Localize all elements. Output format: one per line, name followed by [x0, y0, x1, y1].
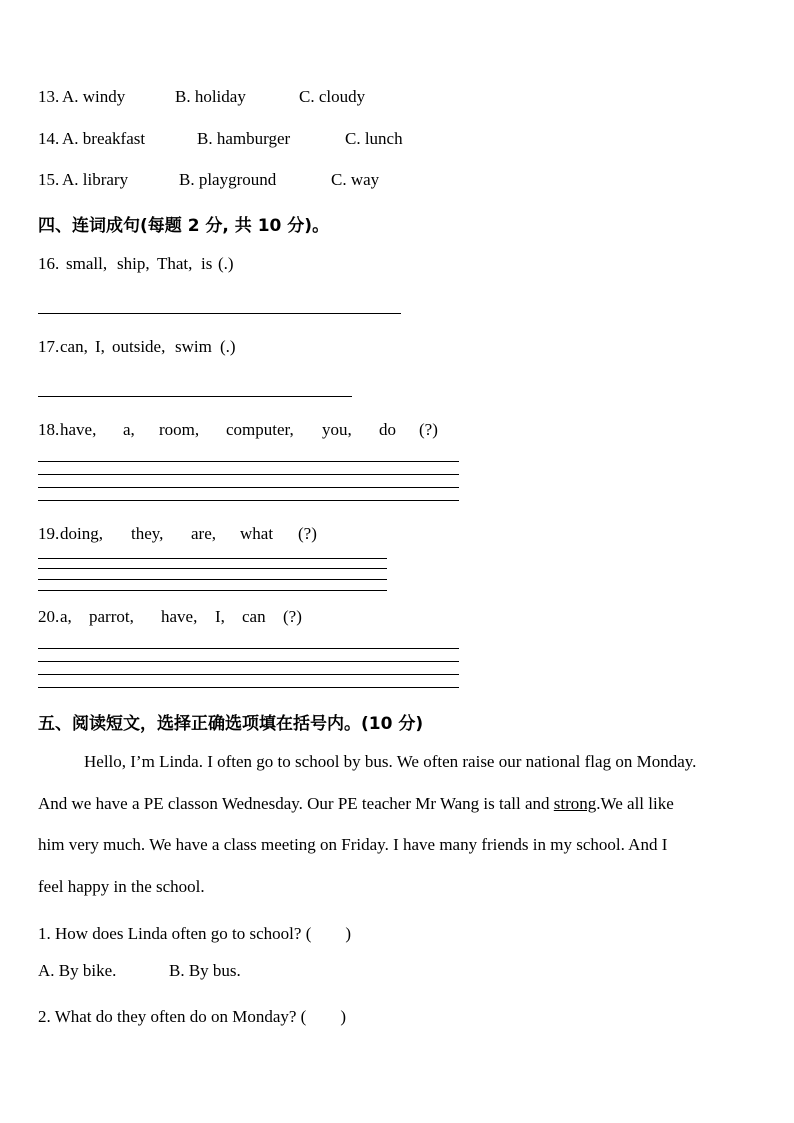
answer-line[interactable] — [38, 487, 459, 488]
word: what — [240, 524, 274, 543]
word: a, — [60, 607, 72, 626]
word: you, — [322, 420, 352, 439]
word: I, — [215, 607, 225, 626]
passage-text: .We all like — [596, 794, 674, 813]
answer-line[interactable] — [38, 313, 401, 314]
word: ship, — [117, 254, 150, 273]
option-a: A. breakfast — [62, 129, 146, 148]
answer-line[interactable] — [38, 661, 459, 662]
word: outside, — [112, 337, 166, 356]
word: a, — [123, 420, 135, 439]
word: is — [201, 254, 213, 273]
item-number: 14. — [38, 129, 60, 148]
passage-line — [38, 794, 674, 814]
answer-line[interactable] — [38, 568, 387, 569]
answer-line[interactable] — [38, 558, 387, 559]
item-number: 19. — [38, 524, 60, 543]
item-number: 17. — [38, 337, 60, 356]
option-c: C. lunch — [345, 129, 403, 148]
word: can, — [60, 337, 88, 356]
section-4-title: 四、连词成句(每题 2 分, 共 10 分)。 — [38, 216, 330, 236]
word: are, — [191, 524, 217, 543]
option-b: B. holiday — [175, 87, 246, 106]
option-b: B. hamburger — [197, 129, 291, 148]
item-number: 16. — [38, 254, 60, 273]
word: small, — [66, 254, 108, 273]
word: I, — [95, 337, 105, 356]
word: doing, — [60, 524, 103, 543]
question-1: 1. How does Linda often go to school? ( ) — [38, 924, 352, 943]
word: computer, — [226, 420, 294, 439]
option-a: A. By bike. — [38, 961, 117, 980]
option-b: B. playground — [179, 170, 277, 189]
word: (?) — [419, 420, 438, 439]
answer-line[interactable] — [38, 579, 387, 580]
answer-line[interactable] — [38, 674, 459, 675]
word: they, — [131, 524, 164, 543]
answer-line[interactable] — [38, 396, 352, 397]
section-5-title: 五、阅读短文，选择正确选项填在括号内。(10 分) — [38, 714, 424, 734]
question-2: 2. What do they often do on Monday? ( ) — [38, 1007, 346, 1026]
answer-line[interactable] — [38, 461, 459, 462]
item-number: 20. — [38, 607, 60, 626]
item-number: 18. — [38, 420, 60, 439]
option-c: C. cloudy — [299, 87, 366, 106]
word: That, — [157, 254, 193, 273]
passage-line: Hello, I’m Linda. I often go to school by bus. We often raise our national flag on Monday. — [84, 752, 697, 771]
passage-line: feel happy in the school. — [38, 877, 205, 896]
passage-text: And we have a PE classon Wednesday. Our PE teacher Mr Wang is tall and — [38, 794, 554, 813]
answer-line[interactable] — [38, 500, 459, 501]
option-c: C. way — [331, 170, 380, 189]
passage-line: him very much. We have a class meeting on Friday. I have many friends in my school. And I — [38, 835, 668, 854]
word: do — [379, 420, 396, 439]
word: (.) — [218, 254, 234, 273]
word: parrot, — [89, 607, 134, 626]
word: can — [242, 607, 266, 626]
item-number: 15. — [38, 170, 60, 189]
underlined-word: strong — [553, 794, 597, 813]
word: have, — [161, 607, 198, 626]
option-b: B. By bus. — [169, 961, 241, 980]
word: (.) — [220, 337, 236, 356]
answer-line[interactable] — [38, 590, 387, 591]
word: (?) — [283, 607, 302, 626]
answer-line[interactable] — [38, 474, 459, 475]
answer-line[interactable] — [38, 648, 459, 649]
option-a: A. windy — [62, 87, 126, 106]
word: room, — [159, 420, 200, 439]
word: (?) — [298, 524, 317, 543]
answer-line[interactable] — [38, 687, 459, 688]
word: have, — [60, 420, 97, 439]
item-number: 13. — [38, 87, 60, 106]
word: swim — [175, 337, 212, 356]
option-a: A. library — [62, 170, 129, 189]
